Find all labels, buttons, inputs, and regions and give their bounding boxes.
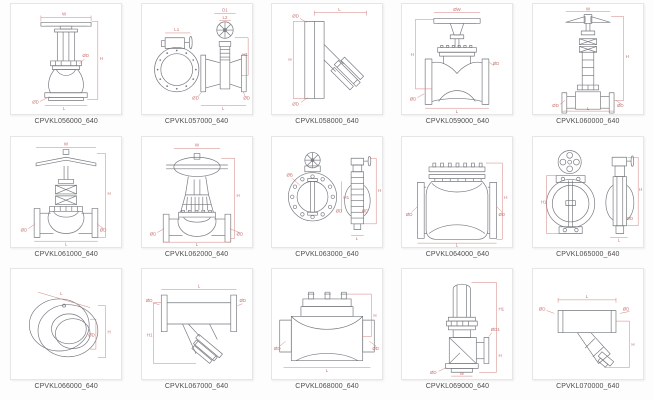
valve-outline xyxy=(161,295,236,366)
dim-label: ØD xyxy=(538,306,546,312)
dim-label: H1 xyxy=(498,306,505,312)
dim-label: H xyxy=(631,342,635,348)
dim-label: L xyxy=(456,109,459,114)
dim-label: H xyxy=(236,192,240,198)
dim-label: ØD xyxy=(616,103,624,109)
thumbnail-CPVKL059000[interactable] xyxy=(401,3,513,115)
drawing-cell xyxy=(523,1,653,134)
dim-label: ØD xyxy=(145,298,153,304)
dim-label: L1 xyxy=(173,27,179,33)
thumbnail-CPVKL066000[interactable] xyxy=(10,268,122,380)
dim-label: H1 xyxy=(540,199,547,205)
drawing-cell xyxy=(392,1,522,134)
thumbnail-CPVKL061000[interactable] xyxy=(10,136,122,248)
dim-label: ØD xyxy=(498,211,506,217)
valve-outline xyxy=(41,22,91,100)
dim-label: W xyxy=(460,371,465,377)
drawing-label: CPVKL056000_640 xyxy=(34,118,98,125)
drawing-cell xyxy=(262,266,392,399)
gate-valve-drawing xyxy=(142,137,252,247)
valve-outline xyxy=(30,299,99,357)
dim-label: ØD xyxy=(32,99,40,105)
valve-outline xyxy=(418,163,497,239)
dim-label: L xyxy=(325,368,329,374)
drawing-cell xyxy=(262,134,392,267)
thumbnail-CPVKL069000[interactable] xyxy=(401,268,513,380)
drawing-label: CPVKL067000_640 xyxy=(164,383,229,391)
thumbnail-CPVKL070000[interactable] xyxy=(532,268,644,380)
dim-label: ØD xyxy=(239,298,246,304)
dim-label: W xyxy=(194,142,199,148)
thumbnail-CPVKL057000[interactable] xyxy=(141,3,253,115)
dim-label: L xyxy=(221,106,224,112)
drawing-cell xyxy=(523,266,653,399)
drawing-cell xyxy=(392,134,522,267)
dim-label: H1 xyxy=(146,332,153,338)
dim-label: H xyxy=(99,55,104,61)
drawing-cell xyxy=(131,1,261,134)
drawing-cell xyxy=(1,1,131,134)
dim-label: H xyxy=(638,186,643,192)
drawing-label: CPVKL064000_640 xyxy=(425,250,490,258)
dim-label: ØD xyxy=(236,231,243,237)
dim-label: L xyxy=(355,235,359,241)
drawing-cell xyxy=(523,134,653,267)
butterfly-valve-drawing xyxy=(272,137,382,247)
dim-label: ØD xyxy=(552,103,559,109)
dim-label: ØD xyxy=(335,207,343,213)
globe-valve-drawing xyxy=(11,137,121,247)
valve-outline xyxy=(154,22,246,92)
dim-label: H xyxy=(107,190,111,196)
valve-outline xyxy=(426,18,490,104)
dim-label: ØD xyxy=(372,346,379,352)
dim-label: ØD xyxy=(242,95,250,101)
angled-valve-drawing xyxy=(272,4,382,114)
dim-label: H xyxy=(378,187,382,193)
valve-outline xyxy=(280,292,375,361)
drawing-label: CPVKL060000_640 xyxy=(556,118,620,125)
dimension-annotations xyxy=(288,7,366,106)
drawing-label: CPVKL061000_640 xyxy=(34,250,98,258)
dim-label: ØD xyxy=(99,227,107,233)
dim-label: H xyxy=(288,56,292,62)
dim-label: ØD xyxy=(622,306,630,312)
drawing-cell xyxy=(262,1,392,134)
dim-label: L xyxy=(64,241,68,247)
dim-label: L2 xyxy=(222,14,228,20)
dimension-annotations xyxy=(286,158,381,241)
dimension-annotations xyxy=(541,157,643,242)
piston-check-valve-drawing xyxy=(272,269,382,379)
dim-label: H xyxy=(107,329,111,335)
hp-butterfly-valve-drawing xyxy=(533,137,643,247)
thumbnail-CPVKL056000[interactable] xyxy=(10,3,122,115)
wafer-ring-drawing xyxy=(11,269,121,379)
drawing-label: CPVKL057000_640 xyxy=(164,118,229,125)
dim-label: ØD xyxy=(626,215,634,221)
drawing-cell xyxy=(131,134,261,267)
dim-label: ØD xyxy=(430,370,438,376)
dim-label: L xyxy=(60,291,63,297)
dim-label: ØD xyxy=(191,95,199,101)
compact-y-strainer-drawing xyxy=(533,269,643,379)
dim-label: H xyxy=(498,353,503,359)
y-strainer-drawing xyxy=(142,269,252,379)
dim-label: ØB xyxy=(286,172,293,178)
angle-gate-valve-drawing xyxy=(11,4,121,114)
thumbnail-CPVKL063000[interactable] xyxy=(271,136,383,248)
dim-label: D1 xyxy=(221,7,228,13)
drawing-label: CPVKL058000_640 xyxy=(295,118,359,125)
dim-label: ØD xyxy=(88,332,96,338)
valve-outline xyxy=(562,15,614,113)
drawing-label: CPVKL070000_640 xyxy=(556,383,620,391)
thumbnail-CPVKL058000[interactable] xyxy=(271,3,383,115)
diaphragm-valve-drawing xyxy=(402,4,512,114)
dim-label: L xyxy=(456,242,459,247)
dim-label: ØD xyxy=(493,60,500,66)
drawing-label: CPVKL068000_640 xyxy=(295,383,359,391)
valve-outline xyxy=(305,21,365,98)
dim-label: L xyxy=(338,7,341,13)
dim-label: ØD xyxy=(273,346,281,352)
thumbnail-CPVKL065000[interactable] xyxy=(532,136,644,248)
dim-label: H xyxy=(504,194,508,200)
dim-label: L xyxy=(585,294,589,300)
dim-label: ØD xyxy=(149,231,156,237)
dim-label: L xyxy=(586,106,590,112)
valve-outline xyxy=(446,285,489,373)
dim-label: H xyxy=(373,313,377,319)
thumbnail-CPVKL064000[interactable] xyxy=(401,136,513,248)
thumbnail-CPVKL060000[interactable] xyxy=(532,3,644,115)
dim-label: ØD xyxy=(20,227,28,233)
drawing-label: CPVKL062000_640 xyxy=(164,250,229,258)
dim-label: H1 xyxy=(343,194,350,200)
dim-label: ØD xyxy=(292,13,299,19)
ball-valve-drawing xyxy=(142,4,252,114)
dim-label: H xyxy=(625,54,629,60)
drawing-cell xyxy=(131,266,261,399)
safety-valve-drawing xyxy=(402,269,512,379)
dim-label: L xyxy=(63,106,66,112)
drawing-label: CPVKL063000_640 xyxy=(295,250,359,258)
drawing-label: CPVKL066000_640 xyxy=(34,383,98,391)
dim-label: ØD xyxy=(361,207,369,213)
swing-check-valve-drawing xyxy=(402,137,512,247)
drawing-cell xyxy=(1,266,131,399)
dimension-annotations xyxy=(406,163,508,247)
dim-label: H1 xyxy=(241,52,248,58)
dim-label: H xyxy=(411,52,415,58)
valve-outline xyxy=(546,150,633,233)
thumbnail-CPVKL067000[interactable] xyxy=(141,268,253,380)
thumbnail-CPVKL068000[interactable] xyxy=(271,268,383,380)
drawing-label: CPVKL059000_640 xyxy=(425,118,490,125)
drawing-label: CPVKL069000_640 xyxy=(425,383,490,391)
dim-label: W xyxy=(64,141,69,147)
thumbnail-CPVKL062000[interactable] xyxy=(141,136,253,248)
dimension-annotations xyxy=(539,294,635,367)
dim-label: W xyxy=(62,11,67,17)
dim-label: L xyxy=(617,237,620,243)
dim-label: ØW xyxy=(453,7,462,13)
dim-label: ØD xyxy=(406,211,413,217)
drawing-cell xyxy=(392,266,522,399)
valve-outline xyxy=(558,311,616,370)
dim-label: ØD xyxy=(410,96,417,102)
dim-label: W xyxy=(585,6,590,12)
valve-outline xyxy=(34,149,98,237)
valve-outline xyxy=(163,153,231,242)
tall-globe-valve-drawing xyxy=(533,4,643,114)
drawing-label: CPVKL065000_640 xyxy=(556,250,620,258)
drawing-cell xyxy=(1,134,131,267)
dim-label: ØD xyxy=(82,53,90,59)
dim-label: ØD1 xyxy=(491,327,501,333)
dim-label: L xyxy=(197,283,200,289)
valve-outline xyxy=(288,152,370,229)
dimension-annotations xyxy=(430,283,505,377)
dim-label: ØD xyxy=(292,101,299,107)
dim-label: L xyxy=(195,241,198,247)
